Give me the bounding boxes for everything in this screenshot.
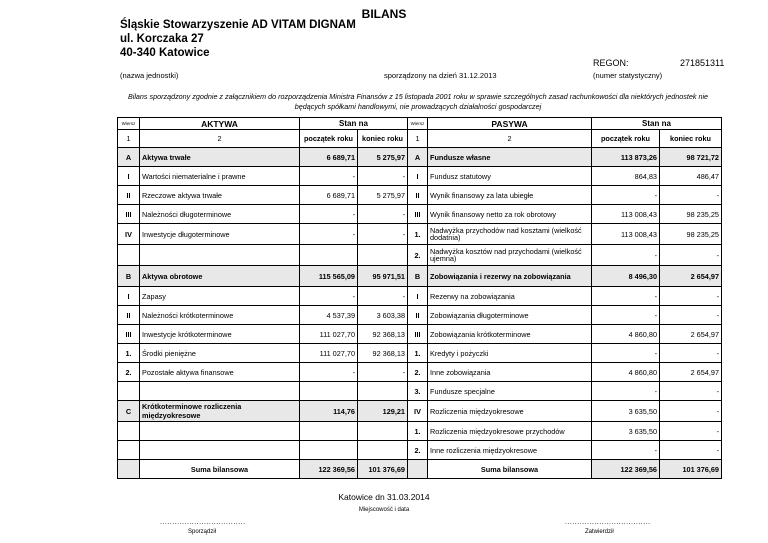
row-end-left: - <box>358 205 408 224</box>
row-key-right: I <box>408 167 428 186</box>
row-name-left <box>140 382 300 401</box>
row-key-left: I <box>118 287 140 306</box>
row-key-left <box>118 441 140 460</box>
row-name-right: Rozliczenia międzyokresowe <box>428 401 592 422</box>
row-end-right: 2 654,97 <box>660 325 722 344</box>
row-end-right: 486,47 <box>660 167 722 186</box>
row-end-right: - <box>660 186 722 205</box>
row-start-left: - <box>300 205 358 224</box>
table-row <box>118 287 722 306</box>
row-end-right: - <box>660 401 722 422</box>
header-col2-right: 2 <box>428 130 592 148</box>
row-end-right: - <box>660 245 722 266</box>
row-key-left <box>118 245 140 266</box>
header-koniec-right: koniec roku <box>660 130 722 148</box>
row-key-right: B <box>408 266 428 287</box>
document-title: BILANS <box>361 7 407 21</box>
row-end-left: 92 368,13 <box>358 344 408 363</box>
org-name: Śląskie Stowarzyszenie AD VITAM DIGNAM <box>120 19 356 31</box>
row-start-right: 113 008,43 <box>592 224 660 245</box>
row-key-left: C <box>118 401 140 422</box>
row-end-left <box>358 422 408 441</box>
row-key-right: III <box>408 325 428 344</box>
row-end-right: 101 376,69 <box>660 460 722 479</box>
row-key-right: III <box>408 205 428 224</box>
row-end-right: 98 235,25 <box>660 205 722 224</box>
stat-label: (numer statystyczny) <box>593 71 663 80</box>
row-name-left <box>140 245 300 266</box>
table-row <box>118 245 722 266</box>
row-key-left <box>118 422 140 441</box>
header-koniec-left: koniec roku <box>358 130 408 148</box>
header-stan-na-right: Stan na <box>592 118 722 130</box>
row-key-right: 2. <box>408 441 428 460</box>
row-name-right: Fundusze specjalne <box>428 382 592 401</box>
table-row <box>118 266 722 287</box>
row-end-right: 98 721,72 <box>660 148 722 167</box>
row-end-left: 92 368,13 <box>358 325 408 344</box>
row-end-left: 129,21 <box>358 401 408 422</box>
row-key-right: 1. <box>408 422 428 441</box>
date-label: sporządzony na dzień 31.12.2013 <box>384 71 497 80</box>
header-col1-right: 1 <box>408 130 428 148</box>
table-row <box>118 186 722 205</box>
org-city: 40-340 Katowice <box>120 47 210 59</box>
row-name-left: Inwestycje krótkoterminowe <box>140 325 300 344</box>
row-start-right: - <box>592 186 660 205</box>
row-end-right: - <box>660 306 722 325</box>
row-start-left: - <box>300 224 358 245</box>
row-start-left <box>300 441 358 460</box>
header-wiersz-right: Wiersz <box>408 118 428 130</box>
row-start-right: 3 635,50 <box>592 401 660 422</box>
row-name-left: Krótkoterminowe rozliczenia międzyokresowe <box>140 401 300 422</box>
row-key-left: 2. <box>118 363 140 382</box>
row-start-right: - <box>592 245 660 266</box>
row-end-left: 5 275,97 <box>358 186 408 205</box>
row-name-left: Rzeczowe aktywa trwałe <box>140 186 300 205</box>
place-date: Katowice dn 31.03.2014 <box>338 492 430 502</box>
regon-value: 271851311 <box>680 58 725 68</box>
row-start-left: - <box>300 167 358 186</box>
header-pasywa: PASYWA <box>428 118 592 130</box>
regon-label: REGON: <box>593 58 629 68</box>
header-wiersz-left: Wiersz <box>118 118 140 130</box>
row-key-right: I <box>408 287 428 306</box>
row-key-right: IV <box>408 401 428 422</box>
row-name-right: Nadwyżka przychodów nad kosztami (wielkość dodatnia) <box>428 224 592 245</box>
row-name-right: Wynik finansowy netto za rok obrotowy <box>428 205 592 224</box>
table-row <box>118 460 722 479</box>
row-end-left: 101 376,69 <box>358 460 408 479</box>
row-start-left: - <box>300 363 358 382</box>
balance-table <box>117 117 722 479</box>
table-row <box>118 344 722 363</box>
header-poczatek-right: początek roku <box>592 130 660 148</box>
row-end-left: - <box>358 287 408 306</box>
row-name-left: Suma bilansowa <box>140 460 300 479</box>
row-name-right: Rezerwy na zobowiązania <box>428 287 592 306</box>
table-row <box>118 148 722 167</box>
header-stan-na-left: Stan na <box>300 118 408 130</box>
row-start-right: - <box>592 382 660 401</box>
row-start-right: - <box>592 344 660 363</box>
row-end-left <box>358 382 408 401</box>
row-start-left <box>300 382 358 401</box>
row-key-left: III <box>118 325 140 344</box>
table-row <box>118 401 722 422</box>
row-name-right: Kredyty i pożyczki <box>428 344 592 363</box>
row-start-left: 6 689,71 <box>300 186 358 205</box>
row-key-right <box>408 460 428 479</box>
row-start-right: 122 369,56 <box>592 460 660 479</box>
table-row <box>118 363 722 382</box>
row-start-left: 115 565,09 <box>300 266 358 287</box>
row-name-left <box>140 422 300 441</box>
row-key-right: 1. <box>408 344 428 363</box>
table-row <box>118 422 722 441</box>
row-start-left <box>300 422 358 441</box>
row-end-right: - <box>660 287 722 306</box>
row-key-left: 1. <box>118 344 140 363</box>
row-name-left: Wartości niematerialne i prawne <box>140 167 300 186</box>
table-row <box>118 382 722 401</box>
row-start-right: 3 635,50 <box>592 422 660 441</box>
row-start-right: - <box>592 287 660 306</box>
table-row <box>118 224 722 245</box>
header-aktywa: AKTYWA <box>140 118 300 130</box>
row-start-right: - <box>592 441 660 460</box>
row-key-right: A <box>408 148 428 167</box>
row-end-right: - <box>660 422 722 441</box>
row-name-right: Nadwyżka kosztów nad przychodami (wielkość ujemna) <box>428 245 592 266</box>
header-poczatek-left: początek roku <box>300 130 358 148</box>
row-name-right: Suma bilansowa <box>428 460 592 479</box>
row-end-left: - <box>358 363 408 382</box>
row-end-left: 5 275,97 <box>358 148 408 167</box>
row-name-left: Inwestycje długoterminowe <box>140 224 300 245</box>
legal-note: Bilans sporządzony zgodnie z załącznikiem do rozporządzenia Ministra Finansów z 15 listopada 2001 roku w sprawie szczególnych zasad rachunkowości dla niektórych jednostek nie będących spółkami handlowymi, nie prowadzących działalności gospodarczej <box>127 92 709 111</box>
row-name-left: Pozostałe aktywa finansowe <box>140 363 300 382</box>
row-key-left: I <box>118 167 140 186</box>
row-name-left: Należności krótkoterminowe <box>140 306 300 325</box>
zatwierdzil-label: Zatwierdził <box>585 529 614 535</box>
row-start-right: - <box>592 306 660 325</box>
row-name-left: Środki pieniężne <box>140 344 300 363</box>
table-row <box>118 167 722 186</box>
row-name-left: Aktywa trwałe <box>140 148 300 167</box>
signature-line-right: ................................... <box>565 519 651 526</box>
row-name-left: Należności długoterminowe <box>140 205 300 224</box>
row-start-right: 4 860,80 <box>592 325 660 344</box>
row-name-right: Zobowiązania krótkoterminowe <box>428 325 592 344</box>
row-start-right: 113 873,26 <box>592 148 660 167</box>
row-name-right: Inne zobowiązania <box>428 363 592 382</box>
row-name-left: Zapasy <box>140 287 300 306</box>
row-start-left: 111 027,70 <box>300 344 358 363</box>
row-key-left: B <box>118 266 140 287</box>
table-row <box>118 441 722 460</box>
place-date-label: Miejscowość i data <box>358 507 410 513</box>
row-end-right: - <box>660 441 722 460</box>
row-name-right: Zobowiązania i rezerwy na zobowiązania <box>428 266 592 287</box>
row-name-right: Rozliczenia międzyokresowe przychodów <box>428 422 592 441</box>
row-end-right: 2 654,97 <box>660 363 722 382</box>
row-key-left <box>118 460 140 479</box>
table-row <box>118 306 722 325</box>
row-key-left: III <box>118 205 140 224</box>
row-end-right: 98 235,25 <box>660 224 722 245</box>
row-name-right: Zobowiązania długoterminowe <box>428 306 592 325</box>
row-name-left <box>140 441 300 460</box>
org-street: ul. Korczaka 27 <box>120 33 204 45</box>
row-start-right: 8 496,30 <box>592 266 660 287</box>
row-end-right: - <box>660 344 722 363</box>
row-end-left <box>358 441 408 460</box>
row-end-right: - <box>660 382 722 401</box>
sporzadzil-label: Sporządził <box>188 529 217 535</box>
row-end-left <box>358 245 408 266</box>
row-key-right: II <box>408 306 428 325</box>
row-key-left: A <box>118 148 140 167</box>
unit-label: (nazwa jednostki) <box>120 71 179 80</box>
row-start-left: 114,76 <box>300 401 358 422</box>
row-start-left <box>300 245 358 266</box>
row-key-right: 2. <box>408 245 428 266</box>
row-name-left: Aktywa obrotowe <box>140 266 300 287</box>
row-start-left: - <box>300 287 358 306</box>
row-start-right: 113 008,43 <box>592 205 660 224</box>
row-key-left: II <box>118 186 140 205</box>
row-name-right: Fundusz statutowy <box>428 167 592 186</box>
row-start-left: 4 537,39 <box>300 306 358 325</box>
row-key-left <box>118 382 140 401</box>
row-end-left: 95 971,51 <box>358 266 408 287</box>
row-name-right: Wynik finansowy za lata ubiegłe <box>428 186 592 205</box>
row-key-left: II <box>118 306 140 325</box>
row-start-right: 4 860,80 <box>592 363 660 382</box>
row-start-right: 864,83 <box>592 167 660 186</box>
row-key-right: II <box>408 186 428 205</box>
table-row <box>118 325 722 344</box>
row-name-right: Inne rozliczenia międzyokresowe <box>428 441 592 460</box>
row-end-left: - <box>358 167 408 186</box>
row-end-right: 2 654,97 <box>660 266 722 287</box>
row-key-left: IV <box>118 224 140 245</box>
row-start-left: 6 689,71 <box>300 148 358 167</box>
row-end-left: 3 603,38 <box>358 306 408 325</box>
header-col2-left: 2 <box>140 130 300 148</box>
row-key-right: 1. <box>408 224 428 245</box>
row-key-right: 2. <box>408 363 428 382</box>
row-end-left: - <box>358 224 408 245</box>
row-name-right: Fundusze własne <box>428 148 592 167</box>
row-start-left: 122 369,56 <box>300 460 358 479</box>
signature-line-left: ................................... <box>160 519 246 526</box>
table-row <box>118 205 722 224</box>
row-start-left: 111 027,70 <box>300 325 358 344</box>
header-col1-left: 1 <box>118 130 140 148</box>
row-key-right: 3. <box>408 382 428 401</box>
